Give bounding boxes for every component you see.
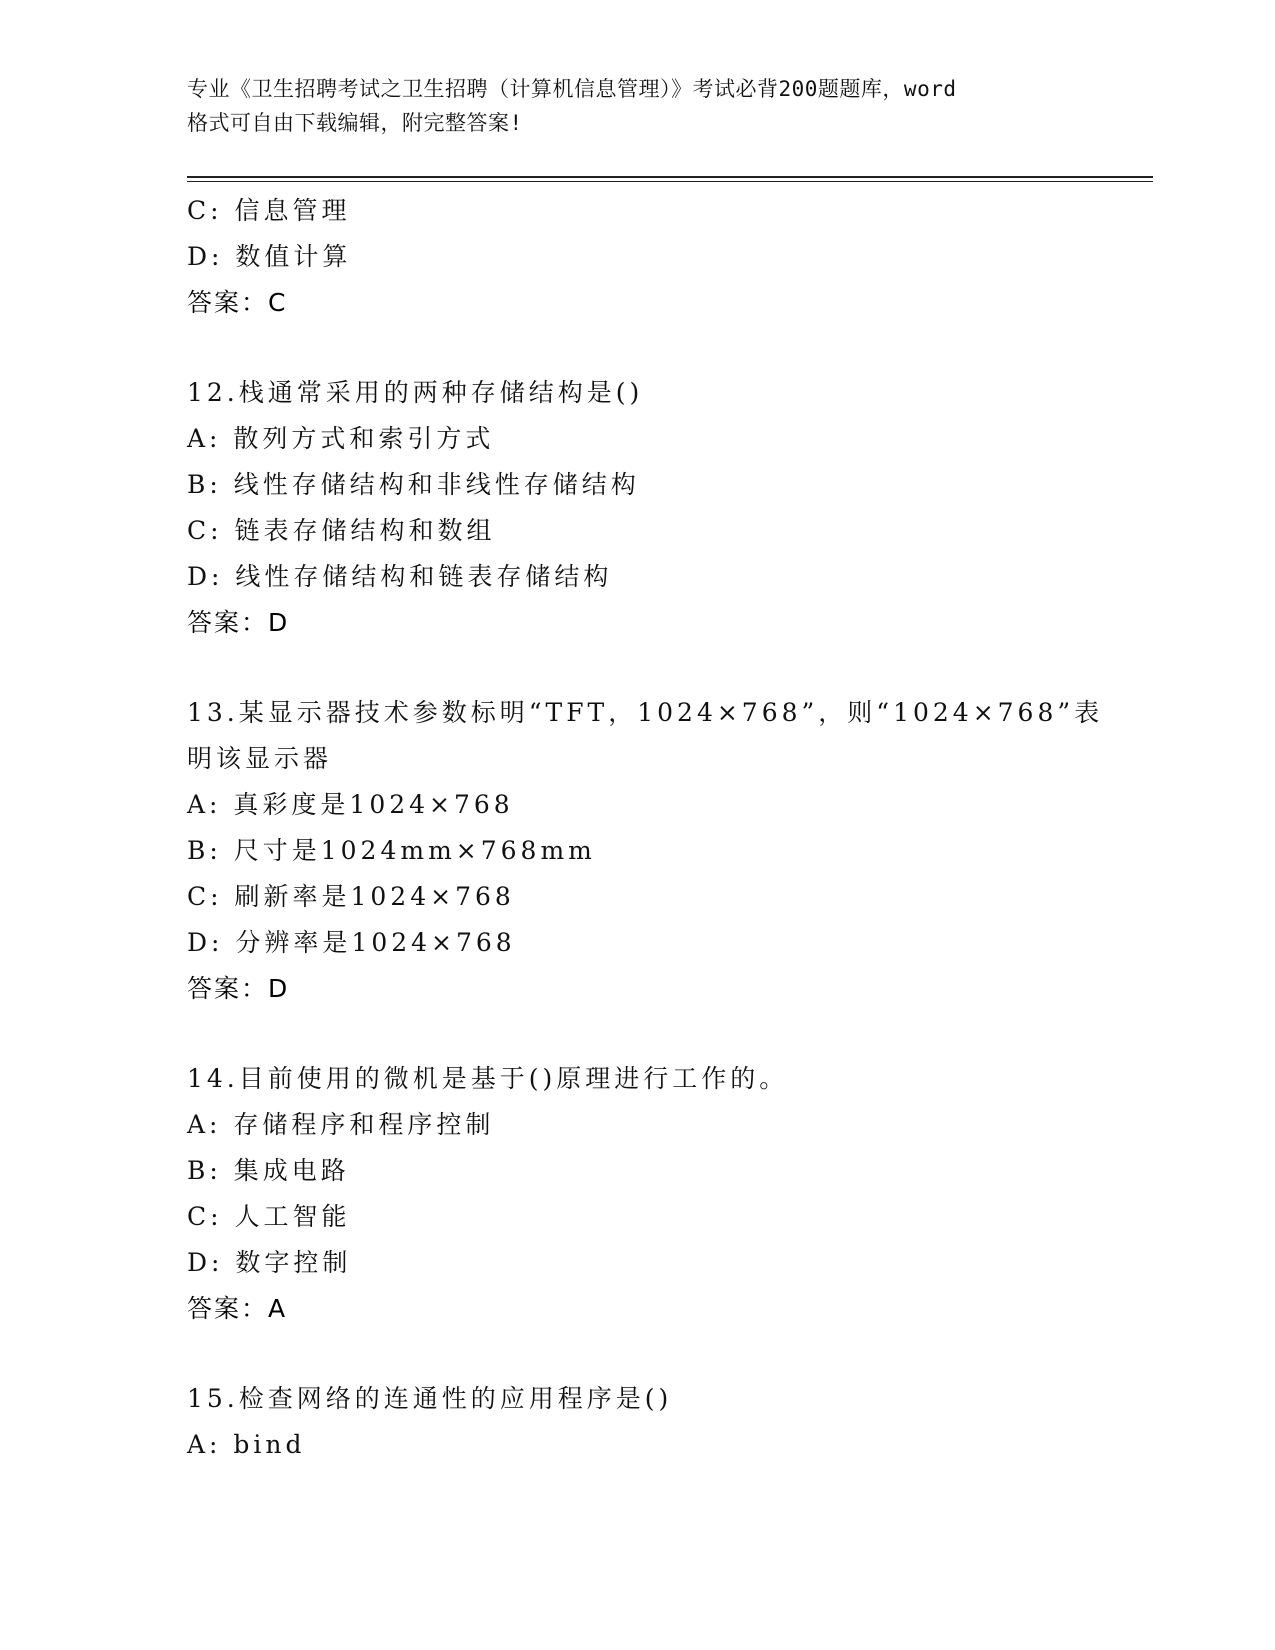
answer-line: 答案：D: [187, 974, 290, 1003]
option-b: B: 尺寸是1024mm×768mm: [187, 836, 596, 865]
option-c: C: 链表存储结构和数组: [187, 516, 496, 545]
option-d: D: 数值计算: [187, 242, 352, 271]
question-14: [187, 1056, 1087, 1332]
question-15: [187, 1376, 1087, 1468]
option-c: C: 信息管理: [187, 196, 351, 225]
document-header: [187, 72, 1087, 140]
option-a: A: 真彩度是1024×768: [187, 790, 514, 819]
option-d: D: 线性存储结构和链表存储结构: [187, 562, 613, 591]
question-stem: 15.检查网络的连通性的应用程序是(): [187, 1384, 673, 1413]
question-stem: 12.栈通常采用的两种存储结构是(): [187, 378, 644, 407]
option-b: B: 集成电路: [187, 1156, 350, 1185]
header-divider-thick: [187, 176, 1153, 178]
header-line-1: 专业《卫生招聘考试之卫生招聘（计算机信息管理）》考试必背200题题库，word: [187, 77, 957, 101]
header-line-2: 格式可自由下载编辑，附完整答案!: [187, 111, 523, 135]
question-stem-line-2: 明该显示器: [187, 744, 333, 773]
option-d: D: 分辨率是1024×768: [187, 928, 516, 957]
question-13: [187, 690, 1104, 1012]
option-a: A: 存储程序和程序控制: [187, 1110, 495, 1139]
answer-line: 答案：D: [187, 608, 290, 637]
option-c: C: 人工智能: [187, 1202, 351, 1231]
question-11-tail: [187, 188, 1087, 326]
question-stem: 14.目前使用的微机是基于()原理进行工作的。: [187, 1064, 789, 1093]
answer-line: 答案：A: [187, 1294, 288, 1323]
option-d: D: 数字控制: [187, 1248, 352, 1277]
option-a: A: 散列方式和索引方式: [187, 424, 495, 453]
option-c: C: 刷新率是1024×768: [187, 882, 515, 911]
answer-line: 答案：C: [187, 288, 288, 317]
question-12: [187, 370, 1087, 646]
option-a: A: bind: [187, 1430, 306, 1459]
question-stem-line-1: 13.某显示器技术参数标明“TFT，1024×768”，则“1024×768”表: [187, 698, 1104, 727]
option-b: B: 线性存储结构和非线性存储结构: [187, 470, 640, 499]
question-list: [187, 188, 1104, 1468]
header-divider-thin: [187, 181, 1153, 182]
